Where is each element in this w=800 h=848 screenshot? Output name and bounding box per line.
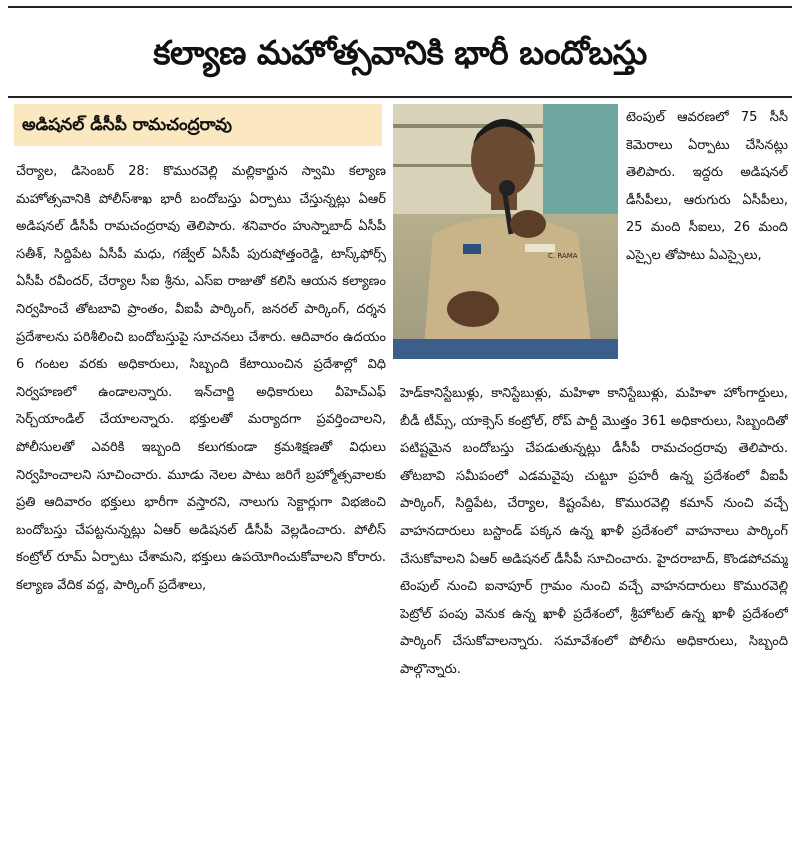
headline-rule (8, 96, 792, 98)
subheading: అడిషనల్ డీసీపీ రామచంద్రరావు (14, 104, 382, 146)
officer-photo (393, 104, 618, 359)
name-badge: C. RAMA (548, 252, 578, 260)
officer-photo-illustration (393, 104, 618, 359)
article-body-right-column-bottom: హెడ్‌కానిస్టేబుళ్లు, కానిస్టేబుళ్లు, మహిళా కానిస్టేబుళ్లు, మహిళా హోంగార్డులు, బీడీ టీమ్స్, యాక్సెస్ కంట్రోల్, రోప్ పార్టీ మొత్తం 361 అధికారులు, సిబ్బందితో పటిష్టమైన బందోబస్తు చేపడుతున్నట్లు డీసీపీ రామచంద్రరావు తెలిపారు. తోటబావి సమీపంలో ఎడమవైపు చుట్టూ ప్రహరీ ఉన్న ప్రదేశంలో వీఐపీ పార్కింగ్, సిద్దిపేట, చేర్యాల, కిష్టంపేట, కొమురవెల్లి కమాన్ నుంచి వచ్చే వాహనదారులు బస్టాండ్ పక్కన ఉన్న ఖాళీ ప్రదేశంలో వాహనాలు పార్కింగ్ చేసుకోవాలని ఏఆర్ అడిషనల్ డీసీపీ సూచించారు. హైదరాబాద్, కొండపోచమ్మ టెంపుల్ నుంచి ఐనాపూర్ గ్రామం నుంచి వచ్చే వాహనదారులు కొమురవెల్లి పెట్రోల్ పంపు వెనుక ఉన్న ఖాళీ ప్రదేశంలో, శ్రీహోటల్ ఉన్న ఖాళీ ప్రదేశంలో పార్కింగ్ చేసుకోవాలన్నారు. సమావేశంలో పోలీసు అధికారులు, సిబ్బంది పాల్గొన్నారు. (400, 386, 788, 677)
top-rule (8, 6, 792, 8)
article-body-left-column: చేర్యాల, డిసెంబర్ 28: కొమురవెల్లి మల్లికార్జున స్వామి కల్యాణ మహోత్సవానికి పోలీస్‌శాఖ భారీ బందోబస్తు ఏర్పాటు చేస్తున్నట్లు ఏఆర్ అడిషనల్ డీసీపీ రామచంద్రరావు తెలిపారు. శనివారం హుస్నాబాద్ ఏసీపీ సతీశ్, సిద్దిపేట ఏసీపీ మధు, గజ్వేల్ ఏసీపీ పురుషోత్తంరెడ్డి, టాస్క్‌ఫోర్స్ ఏసీపీ రవీందర్, చేర్యాల సీఐ శ్రీను, ఎస్ఐ రాజుతో కలిసి ఆయన కల్యాణం నిర్వహించే తోటబావి ప్రాంతం, వీఐపీ పార్కింగ్, జనరల్ పార్కింగ్, దర్శన ప్రదేశాలను పరిశీలించి బందోబస్తుపై సూచనలు చేశారు. ఆదివారం ఉదయం 6 గంటల వరకు అధికారులు, సిబ్బంది కేటాయించిన ప్రదేశాల్లో విధి నిర్వహణలో ఉండాలన్నారు. ఇన్‌చార్జి అధికారులు వీహెచ్‌ఎఫ్ సెర్చ్‌యాండిల్ చేయాలన్నారు. భక్తులతో మర్యాదగా ప్రవర్తించాలని, పోలీసులతో ఎవరికి ఇబ్బంది కలుగకుండా క్రమశిక్షణతో విధులు నిర్వహించాలని సూచించారు. మూడు నెలల పాటు జరిగే బ్రహ్మోత్సవాలకు ప్రతి ఆదివారం భక్తులు భారీగా వస్తారని, నాలుగు సెక్టార్లుగా విభజించి బందోబస్తు చేపట్టనున్నట్లు ఏఆర్ అడిషనల్ డీసీపీ వెల్లడించారు. పోలీస్ కంట్రోల్ రూమ్ ఏర్పాటు చేశామని, భక్తులు ఉపయోగించుకోవాలని కోరారు. కల్యాణ వేదిక వద్ద, పార్కింగ్ ప్రదేశాలు, (16, 164, 386, 593)
headline: కల్యాణ మహోత్సవానికి భారీ బందోబస్తు (153, 33, 647, 72)
article-body-right-column-top: టెంపుల్ ఆవరణలో 75 సీసీ కెమెరాలు ఏర్పాటు చేసినట్లు తెలిపారు. ఇద్దరు అడిషనల్ డీసీపీలు, ఆరుగురు ఏసీపీలు, 25 మంది సీఐలు, 26 మంది ఎస్సైల తోపాటు ఏఎస్సైలు, (626, 110, 788, 263)
